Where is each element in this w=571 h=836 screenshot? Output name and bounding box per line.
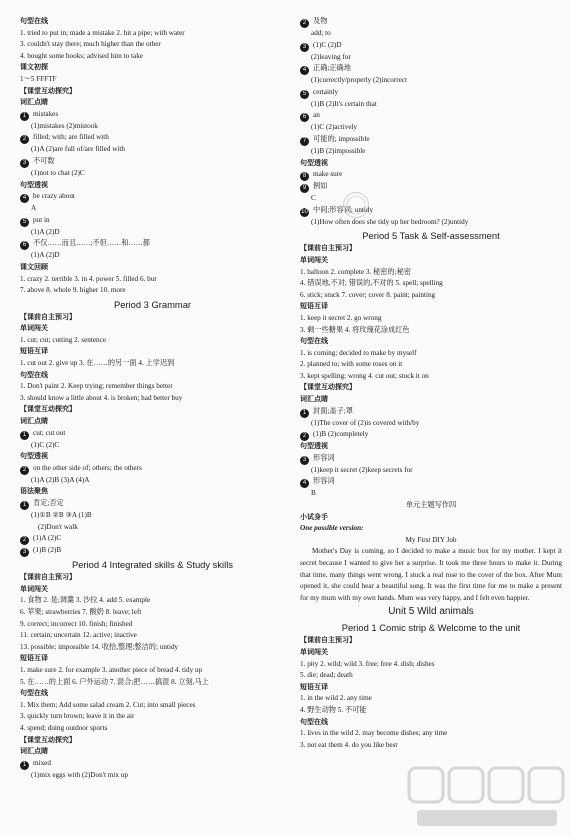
answer-text: 句型在线 [300,718,328,726]
answer-text: (1)C (2)C [31,440,60,449]
period-title [20,297,285,312]
answer-text: (1)A (2)D [31,227,60,236]
answer-text: (2)Don't walk [38,522,78,531]
left-answer-line [20,238,285,250]
answer-text: add; to [311,29,331,37]
answer-text: 语法聚焦 [20,488,48,496]
unit-title [300,604,562,620]
left-answer-line [20,595,285,607]
right-answer-line [300,267,562,279]
section-heading [300,512,562,524]
essay-paragraph: Mother's Day is coming, so I decided to make a music box for my mother. I kept it secret because I wanted to give her a surprise. It took me three hours to make it. During that time, many things went wrong. I stuck a real rose to the cover of the box. After Mum opened it, she could hear a beautiful song. It was the first time for me to make a present for my mum with my own hands. Mum was very happy, and I felt even happier. [300,547,562,602]
left-answer-line [20,642,285,654]
answer-text: 单词闯关 [20,325,48,333]
item-number-badge: 1 [300,409,309,418]
answer-text: 1. keep it secret 2. go wrong [300,313,382,322]
right-answer-line [300,134,562,146]
answer-text: (1)The cover of (2)is covered with/by [311,418,420,427]
unit5-answer-line [300,728,562,740]
left-answer-line [20,109,285,121]
left-answer-line [20,156,285,168]
right-answer-line [300,146,562,158]
left-answer-line [20,203,285,215]
answer-text: 句型在线 [300,338,328,346]
answer-text: 6. stick; stuck 7. cover; cover 8. paint; painting [300,290,436,299]
answer-text: 13. possible; impossible 14. 收拾,整理;整洁的; untidy [20,642,179,651]
answer-text: 不可数 [33,156,55,165]
answer-text: (1)A (2)are full of/are filled with [31,145,125,154]
answer-text: 肯定;否定 [33,499,64,507]
answer-text: (1)C (2)D [313,40,342,49]
right-answer-line [300,429,562,441]
right-answer-line [300,87,562,99]
right-answer-line [300,75,562,87]
left-answer-line [20,144,285,156]
answer-text: 短语互译 [300,303,328,311]
answer-text: certainly [313,87,339,96]
left-answer-line [20,285,285,297]
right-answer-line [300,40,562,52]
answer-text: 1. balloon 2. complete 3. 秘密的;秘密 [300,267,411,276]
right-answer-line [300,371,562,383]
unit5-section [300,604,562,751]
answer-text: (1)correctly/properly (2)incorrect [311,76,407,85]
item-number-badge: 6 [20,241,29,250]
answer-text: My First DIY Job [405,535,457,544]
left-answer-line [20,381,285,393]
right-answer-line [300,488,562,500]
period-title [20,557,285,572]
section-heading [20,16,285,28]
answer-text: 5. 在……的上面 6. 户外运动 7. 混合;把……搞混 8. 立刻,马上 [20,677,209,686]
left-answer-line [20,533,285,545]
section-heading [20,370,285,382]
item-number-badge: 1 [20,501,29,510]
item-number-badge: 4 [300,479,309,488]
version-label [300,523,562,535]
answer-text: A [31,204,37,213]
answer-text: 1～5 FFFTF [20,74,57,83]
answer-text: (1)keep it secret (2)keep secrets for [311,465,413,474]
item-number-badge: 2 [300,432,309,441]
answer-text: put in [33,215,50,224]
answer-text: mixed [33,758,51,767]
answer-text: B [311,489,316,498]
right-answer-line [300,193,562,205]
answer-text: 词汇点睛 [20,418,48,426]
right-answer-line [300,99,562,111]
answer-text: 短语互译 [300,683,328,691]
right-answer-line [300,325,562,337]
item-number-badge: 3 [300,456,309,465]
answer-text: 11. certain; uncertain 12. active; inactive [20,631,137,640]
item-number-badge: 9 [300,184,309,193]
answer-text: 形容词 [313,453,335,462]
answer-text: (1)B (2)It's certain that [311,99,377,108]
answer-text: 3. should know a little about 4. is broken; had better buy [20,393,183,402]
answer-text: 中间;形容词; untidy [313,205,374,214]
left-answer-line [20,28,285,40]
left-answer-line [20,758,285,770]
section-heading [20,262,285,274]
answer-text: 词汇点睛 [300,396,328,404]
item-number-badge: 8 [300,172,309,181]
answer-text: make sure [313,170,343,179]
answer-text: (1)B (2)impossible [311,146,366,155]
left-answer-line [20,522,285,534]
section-heading [20,312,285,324]
section-heading [300,336,562,348]
right-answer-line [300,453,562,465]
answer-text: 例如 [313,182,328,191]
left-column [20,16,285,781]
right-answer-line [300,290,562,302]
answer-text: 1. tried to put in; made a mistake 2. hit a pipe; with water [20,28,185,37]
left-answer-line [20,440,285,452]
answer-text: 【课堂互动探究】 [20,406,76,414]
answer-text: 课文回顾 [20,263,48,271]
left-answer-line [20,770,285,782]
left-answer-line [20,215,285,227]
item-number-badge: 1 [20,112,29,121]
left-answer-line [20,274,285,286]
answer-text: 词汇点睛 [20,748,48,756]
left-answer-line [20,607,285,619]
answer-text: 1. Mix them; Add some salad cream 2. Cut; into small pieces [20,700,196,709]
left-answer-line [20,132,285,144]
item-number-badge: 2 [20,135,29,144]
answer-text: 正确;正确地 [313,64,351,73]
section-heading [20,584,285,596]
answer-text: 3. 剩一些糖果 4. 将玫瑰花涂成红色 [300,325,410,334]
right-answer-line [300,16,562,28]
item-number-badge: 3 [20,548,29,557]
answer-text: 单元主题写作四 [405,501,457,510]
item-number-badge: 1 [20,761,29,770]
item-number-badge: 3 [20,159,29,168]
section-heading [20,62,285,74]
answer-text: 1. pity 2. wild; wild 3. free; free 4. dish; dishes [300,659,435,668]
item-number-badge: 7 [300,137,309,146]
right-answer-line [300,348,562,360]
answer-text: 及物 [313,17,328,25]
answer-text: 【课前自主预习】 [20,574,76,582]
left-answer-line [20,121,285,133]
section-heading [20,653,285,665]
item-number-badge: 4 [20,194,29,203]
answer-text: 课文初探 [20,64,48,72]
left-answer-line [20,428,285,440]
item-number-badge: 1 [20,431,29,440]
answer-text: 封面;盖子;罩 [313,406,353,415]
left-answer-line [20,510,285,522]
answer-text: 9. correct; incorrect 10. finish; finished [20,619,133,628]
stamp-logo [343,192,369,218]
answer-text: 1. is coming; decided to make by myself [300,348,417,357]
right-answer-line [300,169,562,181]
answer-text: (1)not to chat (2)C [31,168,85,177]
answer-text: 5. die; dead; death [300,671,353,680]
section-heading [20,688,285,700]
answer-text: 【课堂互动探究】 [20,87,76,95]
left-answer-line [20,227,285,239]
item-number-badge: 2 [300,19,309,28]
answer-text: 1. in the wild 2. any time [300,694,372,703]
right-column [300,16,562,751]
answer-text: 3. kept spelling; wrong 4. cut out; stuck it on [300,371,429,380]
answer-text: 1. cut; cut; cutting 2. sentence [20,335,107,344]
answer-text: Unit 5 Wild animals [388,606,474,618]
section-heading [300,635,562,647]
answer-text: 4. 错误地,不对; 错误的,不对的 5. spell; spelling [300,279,443,288]
left-answer-line [20,630,285,642]
section-heading [300,382,562,394]
answer-text: 1. lives in the wild 2. may become dishes; any time [300,729,448,738]
answer-text: 7. above 8. whole 9. higher 10. more [20,286,126,295]
right-answer-line [300,313,562,325]
section-heading [300,441,562,453]
item-number-badge: 5 [300,90,309,99]
left-answer-line [20,723,285,735]
answer-text: Period 4 Integrated skills & Study skills [71,559,233,571]
section-heading [20,97,285,109]
answer-text: 4. 野生动物 5. 不可能 [300,705,367,714]
right-top-section [300,16,562,546]
answer-text: 句型透视 [20,453,48,461]
section-heading [20,735,285,747]
left-answer-line [20,619,285,631]
answer-text: 6. 苹果; strawberries 7. 酸奶 8. leave; left [20,607,142,616]
unit5-answer-line [300,705,562,717]
left-answer-line [20,51,285,63]
left-answer-line [20,358,285,370]
answer-text: mistakes [33,109,59,118]
answer-text: (1)mistakes (2)mistook [31,121,98,130]
section-heading [300,647,562,659]
unit5-answer-line [300,659,562,671]
section-heading [20,346,285,358]
section-heading [20,486,285,498]
unit5-answer-line [300,693,562,705]
answer-text: 【课前自主预习】 [300,245,356,253]
section-heading [20,416,285,428]
right-answer-line [300,181,562,193]
left-answer-line [20,39,285,51]
left-answer-line [20,665,285,677]
left-answer-line [20,677,285,689]
section-heading [300,158,562,170]
item-number-badge: 2 [20,536,29,545]
answer-text: 1. cut out 2. give up 3. 在……的另一面 4. 上学迟到 [20,359,175,368]
right-answer-line [300,110,562,122]
answer-text: (1)①B ②B ③A (1)B [31,511,92,519]
answer-text: (1)B (2)B [33,546,62,555]
right-answer-line [300,63,562,75]
answer-text: 句型在线 [20,18,48,25]
section-heading [300,682,562,694]
answer-text: 不仅……而且……;不但……和……都 [33,239,150,248]
answer-text: 2. planned to; with some roses on it [300,360,403,369]
answer-text: 句型透视 [20,181,48,189]
section-heading [20,86,285,98]
right-answer-line [300,406,562,418]
section-heading [300,243,562,255]
answer-text: 可能的; impossible [313,134,370,143]
answer-text: cut; cut out [33,428,66,437]
left-answer-line [20,545,285,557]
answer-text: 4. bought some books; advised him to take [20,51,143,60]
answer-text: on the other side of; others; the others [33,463,142,472]
item-number-badge: 6 [300,113,309,122]
right-answer-line [300,28,562,40]
section-heading [20,451,285,463]
answer-text: 句型在线 [20,690,48,698]
section-heading [20,180,285,192]
answer-text: 3. quickly turn brown; leave it in the air [20,712,135,721]
left-answer-line [20,74,285,86]
answer-text: 单词闯关 [300,256,328,264]
answer-text: (1)A (2)C [33,534,62,543]
answer-text: (1)How often does she tidy up her bedroom? (2)untidy [311,217,469,226]
answer-text: 形容词 [313,477,335,486]
left-answer-line [20,700,285,712]
item-number-badge: 4 [300,66,309,75]
right-answer-line [300,278,562,290]
left-answer-line [20,393,285,405]
right-answer-line [300,122,562,134]
centered-title [300,500,562,512]
section-heading [300,255,562,267]
answer-text: 小试身手 [300,513,328,521]
section-heading [300,301,562,313]
answer-text: C [311,194,316,203]
unit5-answer-line [300,740,562,752]
centered-title [300,535,562,547]
answer-text: 单词闯关 [20,585,48,593]
answer-text: 短语互译 [20,348,48,356]
right-answer-line [300,217,562,229]
answer-text: (1)mix eggs with (2)Don't mix up [31,770,128,779]
right-answer-line [300,476,562,488]
left-answer-line [20,335,285,347]
answer-text: 3. not eat them 4. do you like best [300,740,398,749]
answer-text: (1)B (2)completely [313,430,369,439]
period-title [300,620,562,635]
left-answer-line [20,191,285,203]
answer-text: 4. spend; doing outdoor sports [20,723,108,732]
item-number-badge: 3 [300,43,309,52]
period-title [300,228,562,243]
unit5-answer-line [300,670,562,682]
item-number-badge: 5 [20,218,29,227]
answer-text: 【课前自主预习】 [300,637,356,645]
answer-text: be crazy about [33,192,75,201]
section-heading [300,717,562,729]
answer-text: 句型在线 [20,371,48,379]
answer-text: (1)C (2)actively [311,123,358,132]
item-number-badge: 10 [301,208,308,215]
section-heading [20,746,285,758]
answer-text: Period 3 Grammar [113,298,192,310]
answer-text: Period 1 Comic strip & Welcome to the unit [341,622,521,634]
answer-text: 句型透视 [300,159,328,167]
section-heading [20,572,285,584]
right-answer-line [300,52,562,64]
answer-text: 短语互译 [20,655,48,663]
answer-text: 1. Don't paint 2. Keep trying; remember things better [20,382,173,391]
left-answer-line [20,168,285,180]
item-number-badge: 2 [20,466,29,475]
left-answer-line [20,463,285,475]
section-heading [20,404,285,416]
answer-text: filled; with; are filled with [33,133,109,142]
answer-text: 1. make sure 2. for example 3. another piece of bread 4. tidy up [20,665,203,674]
answer-text: (1)A (2)B (3)A (4)A [31,475,90,484]
left-answer-line [20,498,285,510]
left-answer-line [20,250,285,262]
answer-text: (1)A (2)D [31,251,60,260]
right-answer-line [300,359,562,371]
answer-text: Period 5 Task & Self-assessment [362,230,500,242]
answer-text: 词汇点睛 [20,99,48,107]
answer-text: 【课前自主预习】 [20,313,76,321]
left-answer-line [20,711,285,723]
section-heading [20,323,285,335]
answer-text: 1. crazy 2. terrible 3. in 4. power 5. filled 6. but [20,274,157,283]
answer-text: an [313,111,320,120]
answer-text: 【课堂互动探究】 [20,736,76,744]
right-answer-line [300,465,562,477]
section-heading [300,394,562,406]
left-answer-line [20,475,285,487]
answer-text: 单词闯关 [300,648,328,656]
right-answer-line [300,205,562,217]
answer-text: 句型透视 [300,443,328,451]
answer-text: One possible version: [300,524,364,533]
answer-text: 1. 食物 2. 是;调羹 3. 沙拉 4. add 5. example [20,596,151,605]
answer-text: (2)leaving for [311,52,351,61]
answer-text: 【课堂互动探究】 [300,384,356,392]
answer-text: 3. couldn't stay there; much higher than the other [20,40,161,49]
watermark-logo [407,764,565,830]
right-answer-line [300,418,562,430]
